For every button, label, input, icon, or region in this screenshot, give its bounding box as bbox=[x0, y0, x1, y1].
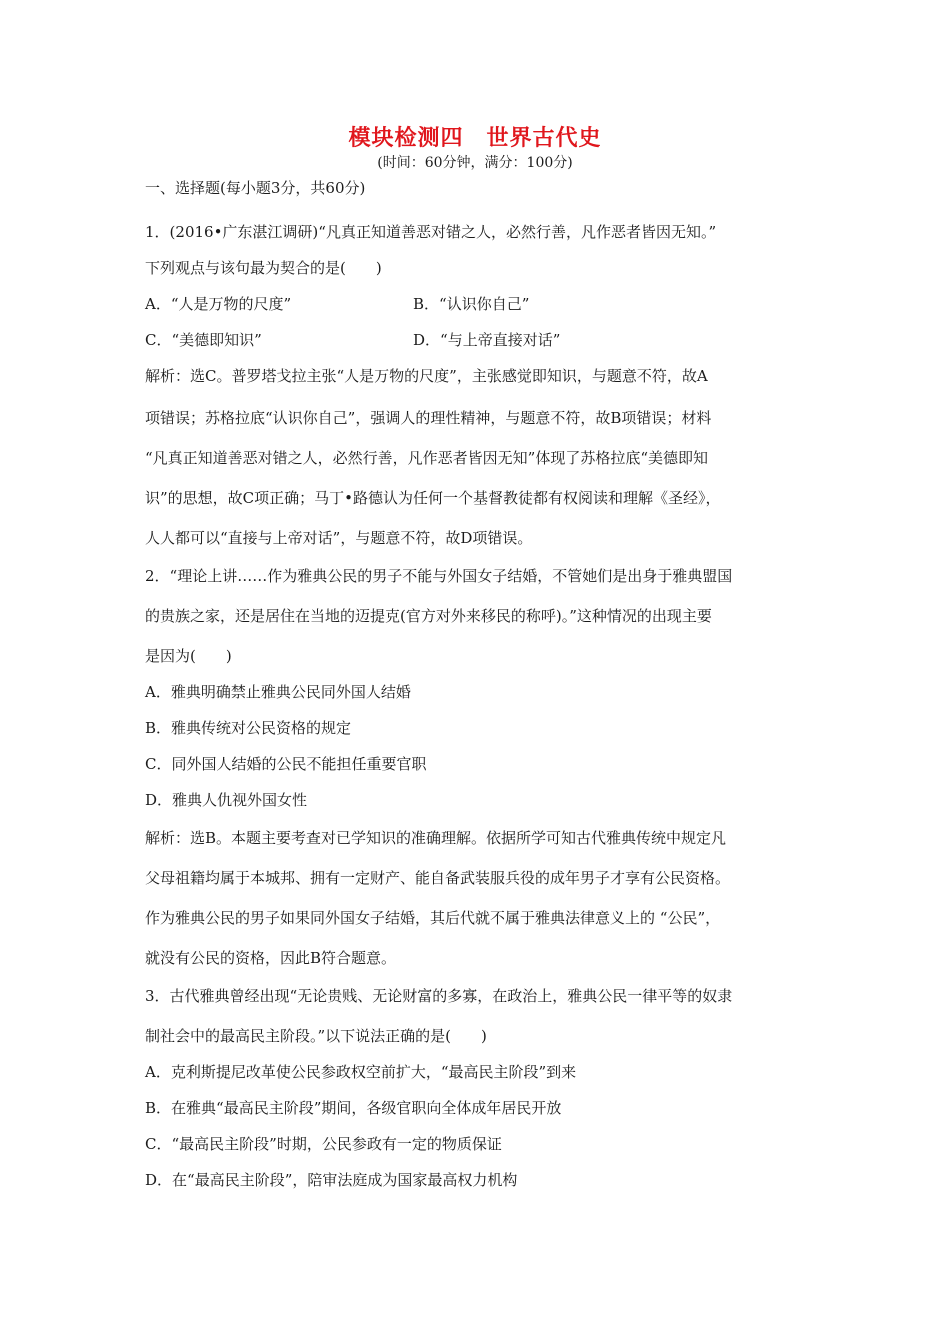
q1-analysis-line-1: 解析：选C。普罗塔戈拉主张“人是万物的尺度”，主张感觉即知识，与题意不符，故A bbox=[145, 367, 708, 385]
q1-analysis-line-4: 识”的思想，故C项正确；马丁•路德认为任何一个基督教徒都有权阅读和理解《圣经》， bbox=[145, 489, 721, 507]
q3-stem-line-2: 制社会中的最高民主阶段。”以下说法正确的是( ) bbox=[145, 1027, 487, 1045]
page-title: 模块检测四 世界古代史 bbox=[348, 126, 602, 151]
section-heading: 一、选择题(每小题3分，共60分) bbox=[145, 179, 366, 197]
q1-analysis-line-5: 人人都可以“直接与上帝对话”，与题意不符，故D项错误。 bbox=[145, 529, 533, 547]
q1-option-c: C．“美德即知识” bbox=[145, 331, 262, 349]
q2-analysis-line-4: 就没有公民的资格，因此B符合题意。 bbox=[145, 949, 397, 967]
page-subtitle: (时间：60分钟，满分：100分) bbox=[377, 155, 573, 171]
q1-option-b: B．“认识你自己” bbox=[413, 295, 530, 313]
q1-option-a: A．“人是万物的尺度” bbox=[145, 295, 292, 313]
q2-analysis-line-1: 解析：选B。本题主要考查对已学知识的准确理解。依据所学可知古代雅典传统中规定凡 bbox=[145, 829, 727, 847]
q3-option-c: C．“最高民主阶段”时期，公民参政有一定的物质保证 bbox=[145, 1135, 502, 1153]
q2-option-b: B．雅典传统对公民资格的规定 bbox=[145, 719, 352, 737]
q1-analysis-line-2: 项错误；苏格拉底“认识你自己”，强调人的理性精神，与题意不符，故B项错误；材料 bbox=[145, 409, 712, 427]
q2-stem-line-3: 是因为( ) bbox=[145, 647, 232, 665]
q3-option-b: B．在雅典“最高民主阶段”期间，各级官职向全体成年居民开放 bbox=[145, 1099, 562, 1117]
q1-analysis-line-3: “凡真正知道善恶对错之人，必然行善，凡作恶者皆因无知”体现了苏格拉底“美德即知 bbox=[145, 449, 709, 467]
q2-option-a: A．雅典明确禁止雅典公民同外国人结婚 bbox=[145, 683, 411, 701]
q1-stem-line-2: 下列观点与该句最为契合的是( ) bbox=[145, 259, 382, 277]
q2-stem-line-1: 2．“理论上讲……作为雅典公民的男子不能与外国女子结婚，不管她们是出身于雅典盟国 bbox=[145, 567, 733, 585]
q3-option-a: A．克利斯提尼改革使公民参政权空前扩大，“最高民主阶段”到来 bbox=[145, 1063, 577, 1081]
q3-stem-line-1: 3．古代雅典曾经出现“无论贵贱、无论财富的多寡，在政治上，雅典公民一律平等的奴隶 bbox=[145, 987, 733, 1005]
q2-analysis-line-2: 父母祖籍均属于本城邦、拥有一定财产、能自备武装服兵役的成年男子才享有公民资格。 bbox=[145, 869, 731, 887]
q1-stem-line-1: 1．(2016•广东湛江调研)“凡真正知道善恶对错之人，必然行善，凡作恶者皆因无知。” bbox=[145, 223, 717, 241]
q2-stem-line-2: 的贵族之家，还是居住在当地的迈提克(官方对外来移民的称呼)。”这种情况的出现主要 bbox=[145, 607, 712, 625]
q2-option-d: D．雅典人仇视外国女性 bbox=[145, 791, 308, 809]
q1-option-d: D．“与上帝直接对话” bbox=[413, 331, 561, 349]
q2-option-c: C．同外国人结婚的公民不能担任重要官职 bbox=[145, 755, 427, 773]
q3-option-d: D．在“最高民主阶段”，陪审法庭成为国家最高权力机构 bbox=[145, 1171, 518, 1189]
q2-analysis-line-3: 作为雅典公民的男子如果同外国女子结婚，其后代就不属于雅典法律意义上的 “公民”， bbox=[145, 909, 721, 927]
